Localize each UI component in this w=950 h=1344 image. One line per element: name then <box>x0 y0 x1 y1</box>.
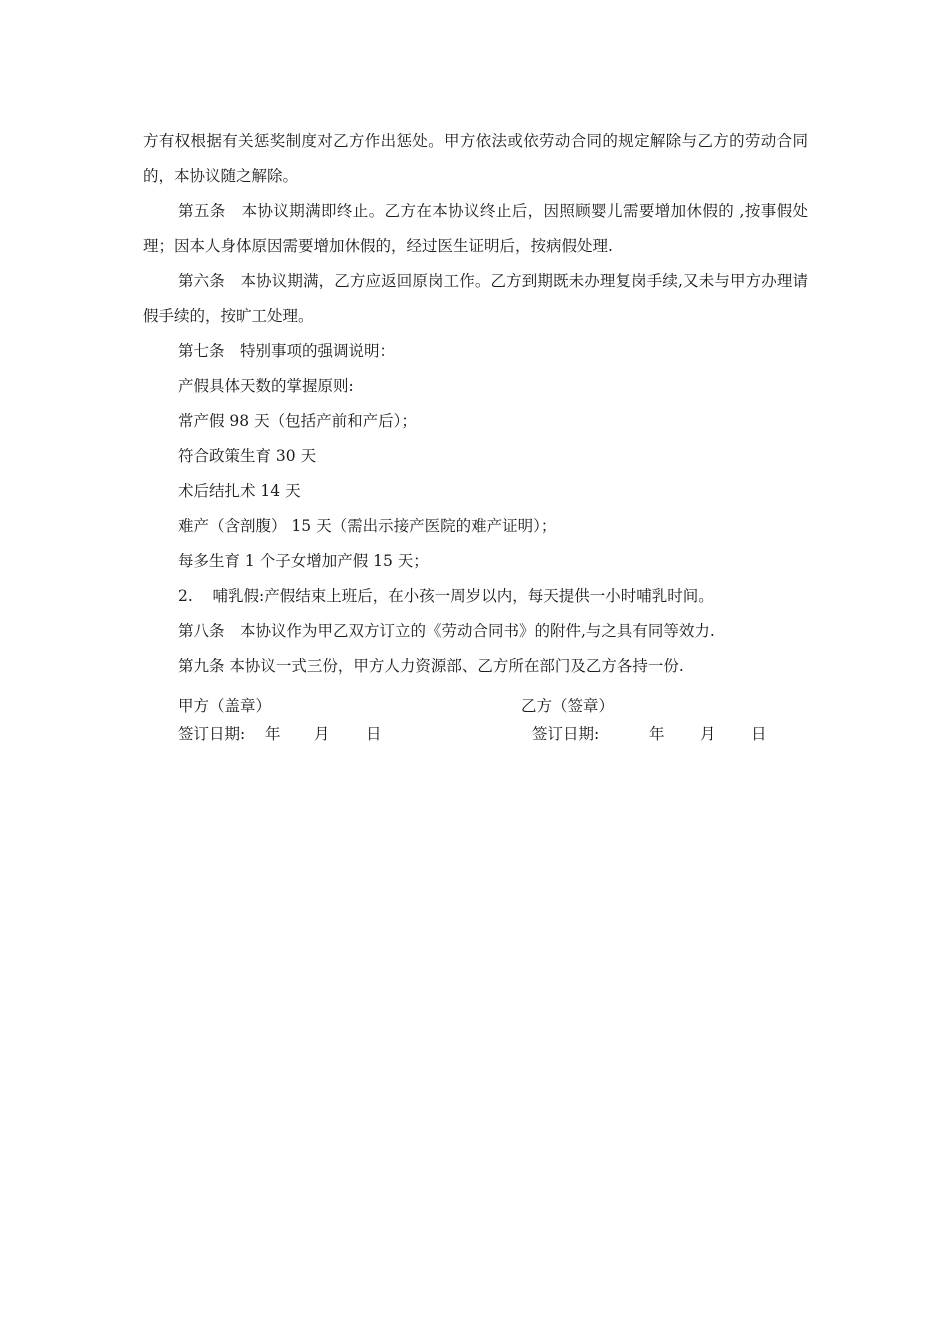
party-a-date-year: 年 <box>265 725 281 743</box>
paragraph-article-9: 第九条 本协议一式三份，甲方人力资源部、乙方所在部门及乙方各持一份. <box>178 657 684 675</box>
party-b-date-month: 月 <box>700 725 716 743</box>
party-b-date-day: 日 <box>751 725 767 743</box>
signature-date-row <box>178 720 798 748</box>
paragraph-penalty-clause: 方有权根据有关惩奖制度对乙方作出惩处。甲方依法或依劳动合同的规定解除与乙方的劳动合同的，本协议随之解除。 <box>143 132 808 185</box>
party-b-seal-label: 乙方（签章） <box>521 697 615 715</box>
document-body <box>143 124 808 684</box>
paragraph-article-8: 第八条 本协议作为甲乙双方订立的《劳动合同书》的附件,与之具有同等效力. <box>178 622 715 640</box>
list-item-difficult-birth: 难产（含剖腹） 15 天（需出示接产医院的难产证明）； <box>178 517 557 535</box>
list-item-extra-child: 每多生育 1 个子女增加产假 15 天； <box>178 552 429 570</box>
party-a-date-label: 签订日期: <box>178 725 246 743</box>
list-item-ligation: 术后结扎术 14 天 <box>178 482 301 500</box>
paragraph-nursing-leave: 2. 哺乳假:产假结束上班后，在小孩一周岁以内，每天提供一小时哺乳时间。 <box>178 587 714 605</box>
paragraph-article-5: 第五条 本协议期满即终止。乙方在本协议终止后，因照顾婴儿需要增加休假的 ,按事假处理；因本人身体原因需要增加休假的，经过医生证明后，按病假处理. <box>143 202 808 255</box>
party-a-seal-label: 甲方（盖章） <box>178 697 272 715</box>
paragraph-leave-principle: 产假具体天数的掌握原则: <box>178 377 354 395</box>
signature-party-row <box>178 692 798 720</box>
list-item-policy-birth: 符合政策生育 30 天 <box>178 447 317 465</box>
party-b-date-label: 签订日期: <box>532 725 600 743</box>
paragraph-article-7: 第七条 特别事项的强调说明： <box>178 342 396 360</box>
paragraph-article-6: 第六条 本协议期满，乙方应返回原岗工作。乙方到期既未办理复岗手续,又未与甲方办理请假手续的，按旷工处理。 <box>143 272 808 325</box>
list-item-normal-leave: 常产假 98 天（包括产前和产后）； <box>178 412 417 430</box>
signature-block <box>178 692 798 748</box>
party-a-date-month: 月 <box>314 725 330 743</box>
party-b-date-year: 年 <box>649 725 665 743</box>
party-a-date-day: 日 <box>366 725 382 743</box>
